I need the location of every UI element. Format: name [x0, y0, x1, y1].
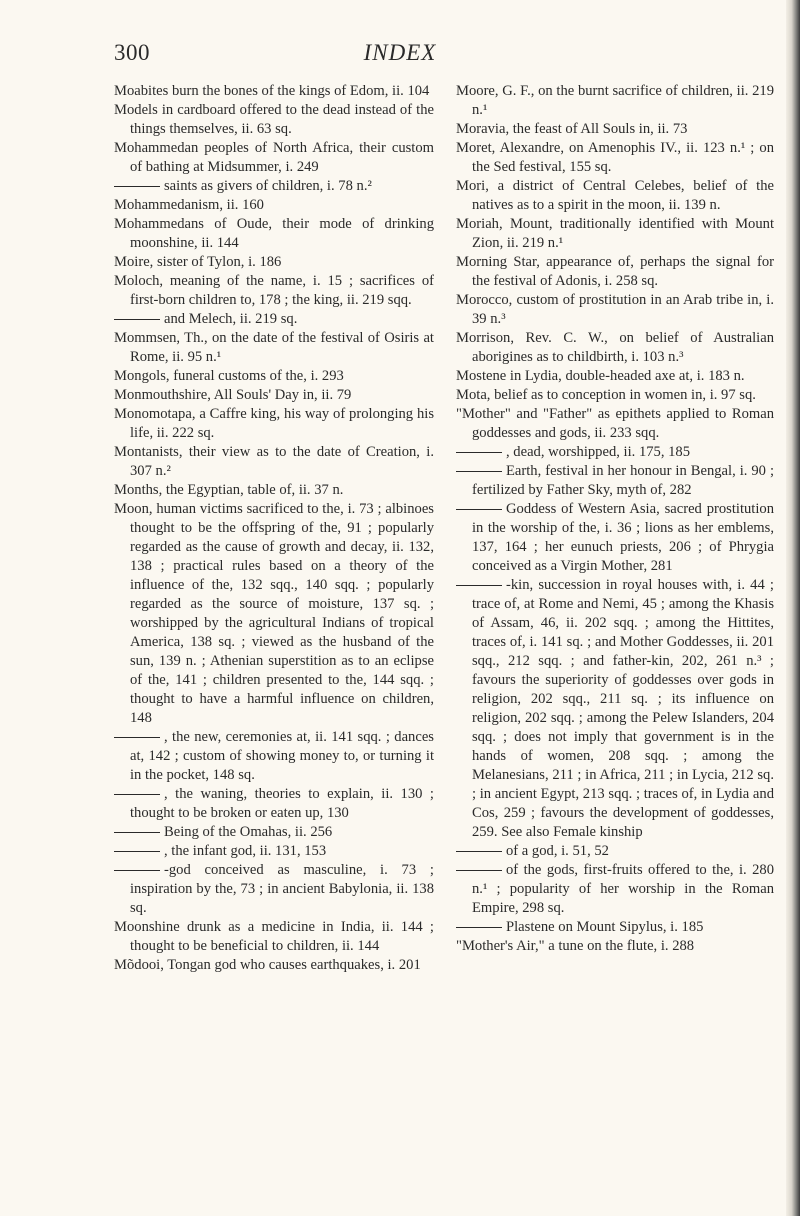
index-entry — [114, 481, 434, 500]
entry-text: Moonshine drunk as a medicine in India, ii. 144 ; thought to be beneficial to children, ii. 144 — [114, 919, 434, 954]
left-index-column — [114, 82, 434, 975]
entry-text: "Mother's Air," a tune on the flute, i. 288 — [456, 938, 695, 954]
entry-text: Moabites burn the bones of the kings of Edom, ii. 104 — [114, 83, 430, 99]
subentry-dash — [456, 452, 502, 453]
entry-text: Moravia, the feast of All Souls in, ii. 73 — [456, 121, 688, 137]
right-index-column — [456, 82, 774, 956]
running-title: INDEX — [363, 40, 437, 65]
entry-text: , the waning, theories to explain, ii. 130 ; thought to be broken or eaten up, 130 — [130, 786, 434, 821]
index-subentry — [114, 728, 434, 785]
entry-text: saints as givers of children, i. 78 n.² — [164, 178, 372, 194]
index-entry — [114, 443, 434, 481]
index-entry — [114, 101, 434, 139]
index-entry — [456, 215, 774, 253]
entry-text: Moret, Alexandre, on Amenophis IV., ii. 123 n.¹ ; on the Sed festival, 155 sq. — [456, 140, 774, 175]
index-entry — [456, 177, 774, 215]
entry-text: Moriah, Mount, traditionally identified with Mount Zion, ii. 219 n.¹ — [456, 216, 774, 251]
entry-text: -god conceived as masculine, i. 73 ; inspiration by the, 73 ; in ancient Babylonia, ii. 138 sq. — [130, 862, 434, 916]
entry-text: Montanists, their view as to the date of Creation, i. 307 n.² — [114, 444, 434, 479]
entry-text: of a god, i. 51, 52 — [506, 843, 609, 859]
index-entry — [456, 367, 774, 386]
subentry-dash — [114, 737, 160, 738]
entry-text: Mohammedanism, ii. 160 — [114, 197, 264, 213]
page-edge-shadow — [786, 0, 800, 1216]
subentry-dash — [114, 319, 160, 320]
entry-text: , the infant god, ii. 131, 153 — [164, 843, 327, 859]
index-subentry — [114, 842, 434, 861]
entry-text: , dead, worshipped, ii. 175, 185 — [506, 444, 691, 460]
entry-text: Mommsen, Th., on the date of the festival of Osiris at Rome, ii. 95 n.¹ — [114, 330, 434, 365]
entry-text: Mongols, funeral customs of the, i. 293 — [114, 368, 344, 384]
index-entry — [456, 405, 774, 443]
index-entry — [114, 918, 434, 956]
entry-text: Models in cardboard offered to the dead instead of the things themselves, ii. 63 sq. — [114, 102, 434, 137]
subentry-dash — [456, 870, 502, 871]
entry-text: Being of the Omahas, ii. 256 — [164, 824, 333, 840]
index-subentry — [114, 861, 434, 918]
index-subentry — [456, 462, 774, 500]
entry-text: Monmouthshire, All Souls' Day in, ii. 79 — [114, 387, 352, 403]
index-entry — [114, 405, 434, 443]
index-entry — [456, 329, 774, 367]
index-entry — [114, 367, 434, 386]
entry-text: Mota, belief as to conception in women in, i. 97 sq. — [456, 387, 756, 403]
index-entry — [114, 329, 434, 367]
entry-text: Mõdooi, Tongan god who causes earthquakes, i. 201 — [114, 957, 421, 973]
subentry-dash — [114, 794, 160, 795]
subentry-dash — [456, 851, 502, 852]
entry-text: Morocco, custom of prostitution in an Arab tribe in, i. 39 n.³ — [456, 292, 774, 327]
entry-text: and Melech, ii. 219 sq. — [164, 311, 298, 327]
entry-text: "Mother" and "Father" as epithets applied to Roman goddesses and gods, ii. 233 sqq. — [456, 406, 774, 441]
entry-text: Mohammedans of Oude, their mode of drinking moonshine, ii. 144 — [114, 216, 434, 251]
index-entry — [456, 386, 774, 405]
entry-text: Moon, human victims sacrificed to the, i. 73 ; albinoes thought to be the offspring of the, 91 ; popularly regarded as the cause of growth and decay, ii. 132, 138 ; practical rules based on a theory of the influence of the, 132 sqq., 140 sqq. ; popularly regarded as the source of moisture, 137 sq. ; worshipped by the agricultural Indians of tropical America, 138 sq. ; viewed as the husband of the sun, 139 n. ; Athenian superstition as to an eclipse of the, 141 ; children presented to the, 144 sqq. ; thought to have a harmful influence on children, 148 — [114, 501, 434, 726]
index-subentry — [456, 918, 774, 937]
index-subentry — [456, 842, 774, 861]
entry-text: Morning Star, appearance of, perhaps the signal for the festival of Adonis, i. 258 sq. — [456, 254, 774, 289]
entry-text: Plastene on Mount Sipylus, i. 185 — [506, 919, 704, 935]
subentry-dash — [456, 585, 502, 586]
entry-text: -kin, succession in royal houses with, i. 44 ; trace of, at Rome and Nemi, 45 ; among the Khasis of Assam, 46, ii. 202 sqq. ; among the Hittites, traces of, i. 141 sq. ; and Mother Goddesses, ii. 201 sqq., 212 sqq. ; and father-kin, 202, 261 n.³ ; favours the superiority of goddesses over gods in religion, 202 sqq., 211 sq. ; its influence on religion, 202 sqq. ; among the Pelew Islanders, 204 sqq. ; does not imply that government is in the hands of women, 208 sqq. ; among the Melanesians, 211 ; in Africa, 211 ; in Lycia, 212 sq. ; in ancient Egypt, 213 sqq. ; traces of, in Lydia and Cos, 259 ; favours the development of goddesses, 259. See also Female kinship — [472, 577, 774, 840]
entry-text: of the gods, first-fruits offered to the, i. 280 n.¹ ; popularity of her worship in the Roman Empire, 298 sq. — [472, 862, 774, 916]
index-entry — [114, 272, 434, 310]
entry-text: Mori, a district of Central Celebes, belief of the natives as to a spirit in the moon, ii. 139 n. — [456, 178, 774, 213]
entry-text: Moloch, meaning of the name, i. 15 ; sacrifices of first-born children to, 178 ; the king, ii. 219 sqq. — [114, 273, 434, 308]
subentry-dash — [114, 186, 160, 187]
entry-text: Mostene in Lydia, double-headed axe at, i. 183 n. — [456, 368, 745, 384]
index-entry — [114, 500, 434, 728]
page-number: 300 — [114, 40, 150, 65]
index-entry — [456, 291, 774, 329]
index-subentry — [456, 500, 774, 576]
entry-text: Earth, festival in her honour in Bengal, i. 90 ; fertilized by Father Sky, myth of, 282 — [472, 463, 774, 498]
index-subentry — [456, 861, 774, 918]
index-entry — [456, 139, 774, 177]
subentry-dash — [114, 832, 160, 833]
entry-text: , the new, ceremonies at, ii. 141 sqq. ; dances at, 142 ; custom of showing money to, or turning it in the pocket, 148 sq. — [130, 729, 434, 783]
index-subentry — [114, 823, 434, 842]
subentry-dash — [456, 927, 502, 928]
subentry-dash — [114, 851, 160, 852]
index-subentry — [114, 785, 434, 823]
index-entry — [456, 937, 774, 956]
entry-text: Moire, sister of Tylon, i. 186 — [114, 254, 282, 270]
index-entry — [114, 956, 434, 975]
entry-text: Moore, G. F., on the burnt sacrifice of children, ii. 219 n.¹ — [456, 83, 774, 118]
entry-text: Goddess of Western Asia, sacred prostitution in the worship of the, i. 36 ; lions as her emblems, 137, 164 ; her eunuch priests, 206 ; of Phrygia conceived as a Virgin Mother, 281 — [472, 501, 774, 574]
index-entry — [456, 120, 774, 139]
subentry-dash — [456, 509, 502, 510]
index-entry — [114, 215, 434, 253]
subentry-dash — [114, 870, 160, 871]
subentry-dash — [456, 471, 502, 472]
index-entry — [114, 386, 434, 405]
index-entry — [114, 82, 434, 101]
entry-text: Morrison, Rev. C. W., on belief of Australian aborigines as to childbirth, i. 103 n.³ — [456, 330, 774, 365]
index-entry — [456, 82, 774, 120]
entry-text: Monomotapa, a Caffre king, his way of prolonging his life, ii. 222 sq. — [114, 406, 434, 441]
index-subentry — [456, 576, 774, 842]
index-subentry — [456, 443, 774, 462]
entry-text: Months, the Egyptian, table of, ii. 37 n. — [114, 482, 344, 498]
index-subentry — [114, 310, 434, 329]
index-entry — [114, 196, 434, 215]
index-subentry — [114, 177, 434, 196]
entry-text: Mohammedan peoples of North Africa, their custom of bathing at Midsummer, i. 249 — [114, 140, 434, 175]
index-entry — [114, 139, 434, 177]
index-entry — [114, 253, 434, 272]
index-entry — [456, 253, 774, 291]
